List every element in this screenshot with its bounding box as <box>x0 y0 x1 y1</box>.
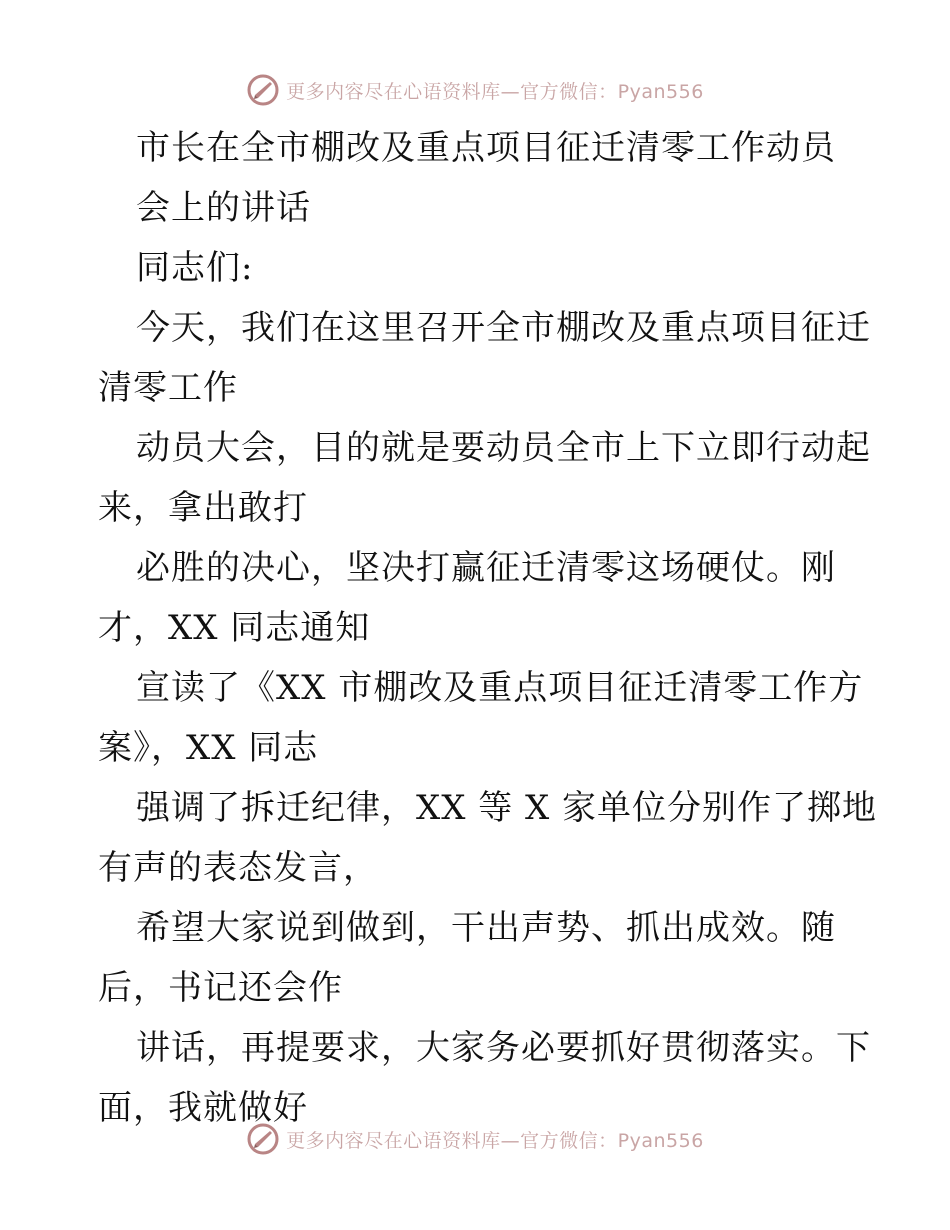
text-line: 来，拿出敢打 <box>98 488 308 528</box>
text-line: 有声的表态发言， <box>98 848 378 888</box>
text-line: 今天，我们在这里召开全市棚改及重点项目征迁 <box>136 308 871 348</box>
header-banner <box>0 68 950 112</box>
footer-banner-text: 更多内容尽在心语资料库—官方微信：Pyan556 <box>286 1129 704 1152</box>
text-line: 市长在全市棚改及重点项目征迁清零工作动员 <box>136 128 836 168</box>
footer-banner <box>0 1117 950 1161</box>
logo-icon <box>246 1122 280 1156</box>
text-line: 后，书记还会作 <box>98 968 343 1008</box>
text-line: 同志们: <box>136 248 254 288</box>
text-line: 才，XX 同志通知 <box>98 608 371 648</box>
text-line: 宣读了《XX 市棚改及重点项目征迁清零工作方 <box>136 668 864 708</box>
document-body <box>98 118 878 1138</box>
text-line: 讲话，再提要求，大家务必要抓好贯彻落实。下 <box>136 1028 871 1068</box>
text-line: 希望大家说到做到，干出声势、抓出成效。随 <box>136 908 836 948</box>
text-line: 必胜的决心，坚决打赢征迁清零这场硬仗。刚 <box>136 548 836 588</box>
text-line: 动员大会，目的就是要动员全市上下立即行动起 <box>136 428 871 468</box>
text-line: 案》，XX 同志 <box>98 728 319 768</box>
text-line: 面，我就做好 <box>98 1088 308 1128</box>
text-line: 会上的讲话 <box>136 188 311 228</box>
header-banner-text: 更多内容尽在心语资料库—官方微信：Pyan556 <box>286 80 704 103</box>
text-line: 强调了拆迁纪律，XX 等 X 家单位分别作了掷地 <box>136 788 878 828</box>
logo-icon <box>246 73 280 107</box>
text-line: 清零工作 <box>98 368 238 408</box>
